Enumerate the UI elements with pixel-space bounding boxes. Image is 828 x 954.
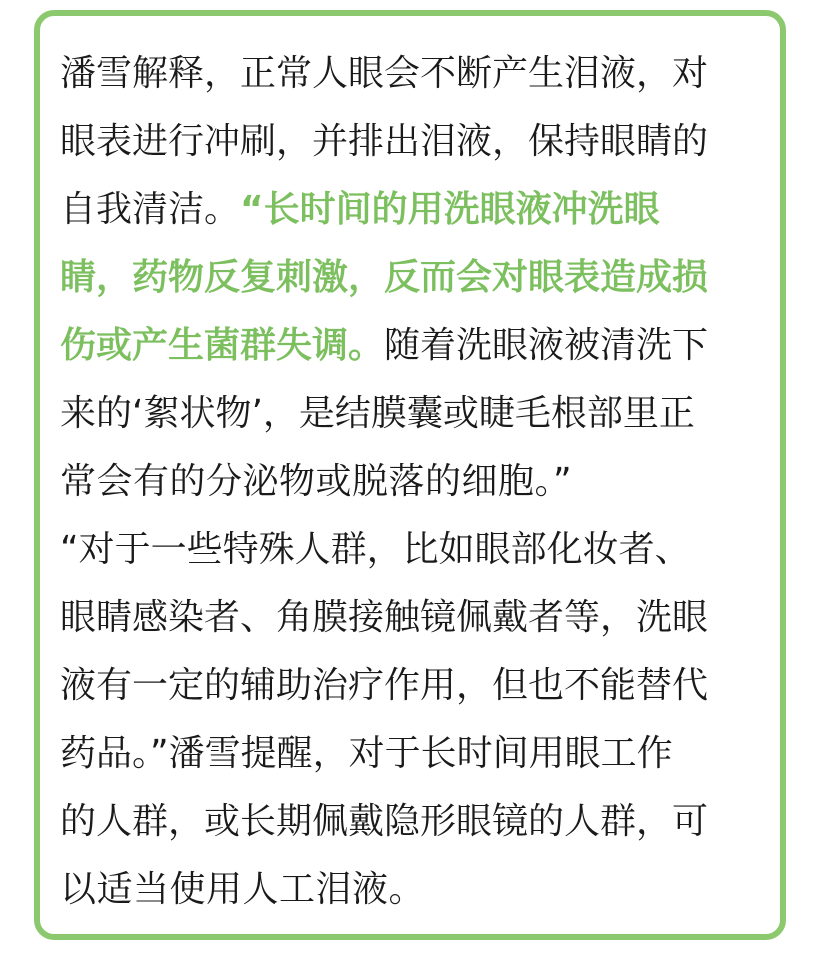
- text-segment: 以适当使用人工泪液。: [60, 869, 426, 910]
- text-segment: 药品。”潘雪提醒，对于长时间用眼工作: [60, 733, 673, 774]
- text-segment: 眼睛感染者、角膜接触镜佩戴者等，洗眼: [60, 597, 709, 638]
- text-line: [60, 448, 766, 516]
- text-line: [60, 584, 766, 652]
- text-line: [60, 788, 766, 856]
- text-line: [60, 176, 766, 244]
- text-segment: 随着洗眼液被清洗下: [384, 325, 709, 366]
- text-segment: 自我清洁。: [60, 189, 241, 230]
- text-line: [60, 244, 766, 312]
- text-line: [60, 720, 766, 788]
- text-line: [60, 856, 766, 924]
- text-segment: 来的‘絮状物’，是结膜囊或睫毛根部里正: [60, 393, 695, 434]
- text-line: [60, 652, 766, 720]
- highlighted-quote: 睛，药物反复刺激，反而会对眼表造成损: [60, 257, 709, 298]
- text-line: [60, 312, 766, 380]
- text-segment: 眼表进行冲刷，并排出泪液，保持眼睛的: [60, 121, 709, 162]
- text-segment: 潘雪解释，正常人眼会不断产生泪液，对: [60, 53, 709, 94]
- text-segment: 常会有的分泌物或脱落的细胞。”: [60, 461, 573, 502]
- highlighted-quote: 伤或产生菌群失调。: [60, 325, 385, 366]
- text-segment: 液有一定的辅助治疗作用，但也不能替代: [60, 665, 709, 706]
- text-line: [60, 108, 766, 176]
- text-line: [60, 516, 766, 584]
- text-line: [60, 380, 766, 448]
- text-segment: 的人群，或长期佩戴隐形眼镜的人群，可: [60, 801, 709, 842]
- highlighted-quote: “长时间的用洗眼液冲洗眼: [240, 189, 660, 230]
- text-line: [60, 40, 766, 108]
- text-segment: “对于一些特殊人群，比如眼部化妆者、: [60, 529, 691, 570]
- article-body: [60, 40, 766, 924]
